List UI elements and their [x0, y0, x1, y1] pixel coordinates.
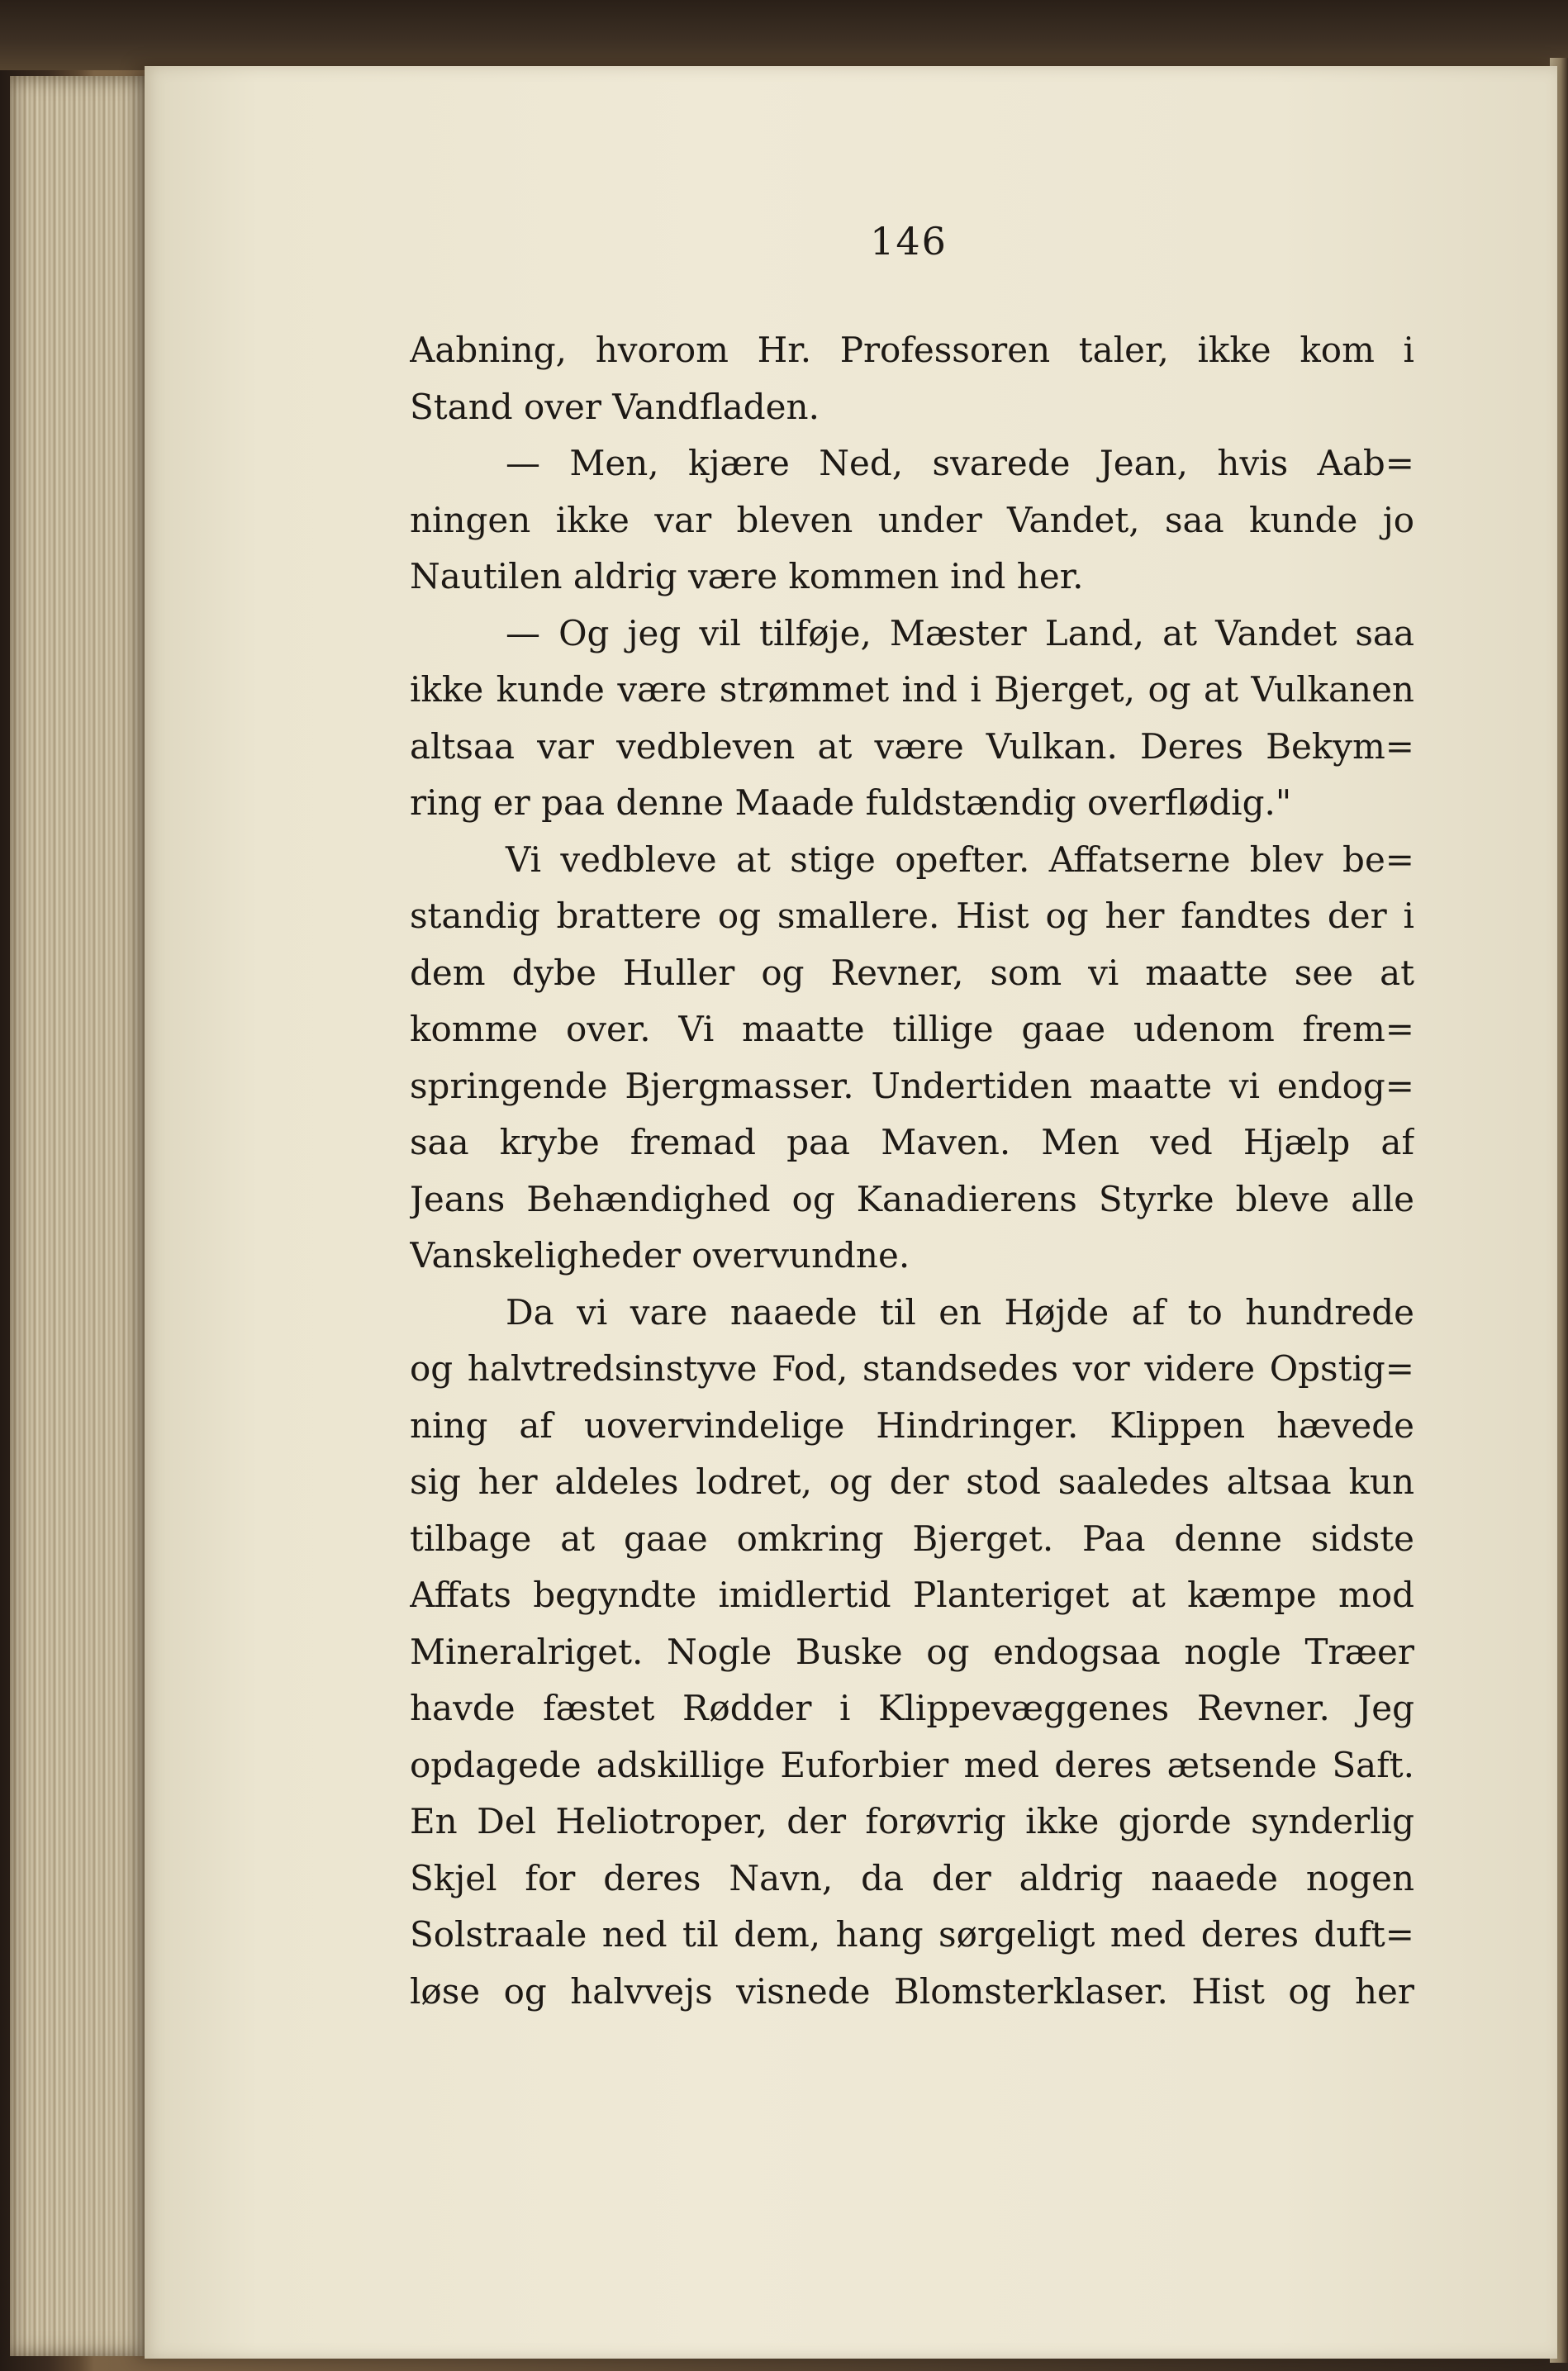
text-line: komme over. Vi maatte tillige gaae udenom frem= — [410, 1009, 1414, 1049]
text-line: standig brattere og smallere. Hist og her fandtes der i — [410, 896, 1414, 936]
book-top-edge — [0, 0, 1568, 70]
body-text — [410, 322, 1414, 2020]
text-line: ikke kunde være strømmet ind i Bjerget, og at Vulkanen — [410, 669, 1414, 710]
text-line: ning af uovervindelige Hindringer. Klippen hævede — [410, 1404, 1414, 1446]
text-line: Nautilen aldrig være kommen ind her. — [410, 556, 1084, 596]
text-line: springende Bjergmasser. Undertiden maatte vi endog= — [410, 1065, 1414, 1106]
text-line: Jeans Behændighed og Kanadierens Styrke bleve alle — [410, 1178, 1414, 1219]
text-line: ningen ikke var bleven under Vandet, saa kunde jo — [410, 499, 1414, 540]
text-line: Aabning, hvorom Hr. Professoren taler, ikke kom i — [410, 330, 1414, 370]
text-line: En Del Heliotroper, der forøvrig ikke gjorde synderlig — [410, 1801, 1414, 1841]
text-line: saa krybe fremad paa Maven. Men ved Hjælp af — [410, 1122, 1414, 1162]
page-edges — [10, 76, 154, 2356]
text-line: sig her aldeles lodret, og der stod saaledes altsaa kun — [410, 1461, 1414, 1502]
text-line: Vanskeligheder overvundne. — [410, 1235, 910, 1276]
page-number: 146 — [870, 219, 948, 264]
text-line: løse og halvvejs visnede Blomsterklaser. Hist og her — [410, 1970, 1414, 2012]
text-line: — Men, kjære Ned, svarede Jean, hvis Aab= — [506, 443, 1414, 483]
text-line: altsaa var vedbleven at være Vulkan. Deres Bekym= — [410, 725, 1414, 767]
text-line: ring er paa denne Maade fuldstændig overflødig." — [410, 782, 1292, 823]
text-line: Mineralriget. Nogle Buske og endogsaa nogle Træer — [410, 1631, 1414, 1672]
text-line: havde fæstet Rødder i Klippevæggenes Revner. Jeg — [410, 1688, 1414, 1728]
text-line: Vi vedbleve at stige opefter. Affatserne blev be= — [506, 839, 1414, 880]
text-line: Solstraale ned til dem, hang sørgeligt med deres duft= — [410, 1914, 1414, 1955]
text-line: dem dybe Huller og Revner, som vi maatte see at — [410, 952, 1414, 993]
text-line: tilbage at gaae omkring Bjerget. Paa denne sidste — [410, 1518, 1414, 1559]
text-line: Affats begyndte imidlertid Planteriget at kæmpe mod — [410, 1575, 1414, 1615]
text-line: og halvtredsinstyve Fod, standsedes vor videre Opstig= — [410, 1348, 1414, 1389]
text-line: opdagede adskillige Euforbier med deres ætsende Saft. — [410, 1744, 1414, 1785]
text-line: Skjel for deres Navn, da der aldrig naaede nogen — [410, 1857, 1414, 1898]
text-line: Da vi vare naaede til en Højde af to hundrede — [506, 1291, 1414, 1333]
text-line: — Og jeg vil tilføje, Mæster Land, at Vandet saa — [506, 612, 1414, 653]
text-line: Stand over Vandfladen. — [410, 386, 820, 427]
